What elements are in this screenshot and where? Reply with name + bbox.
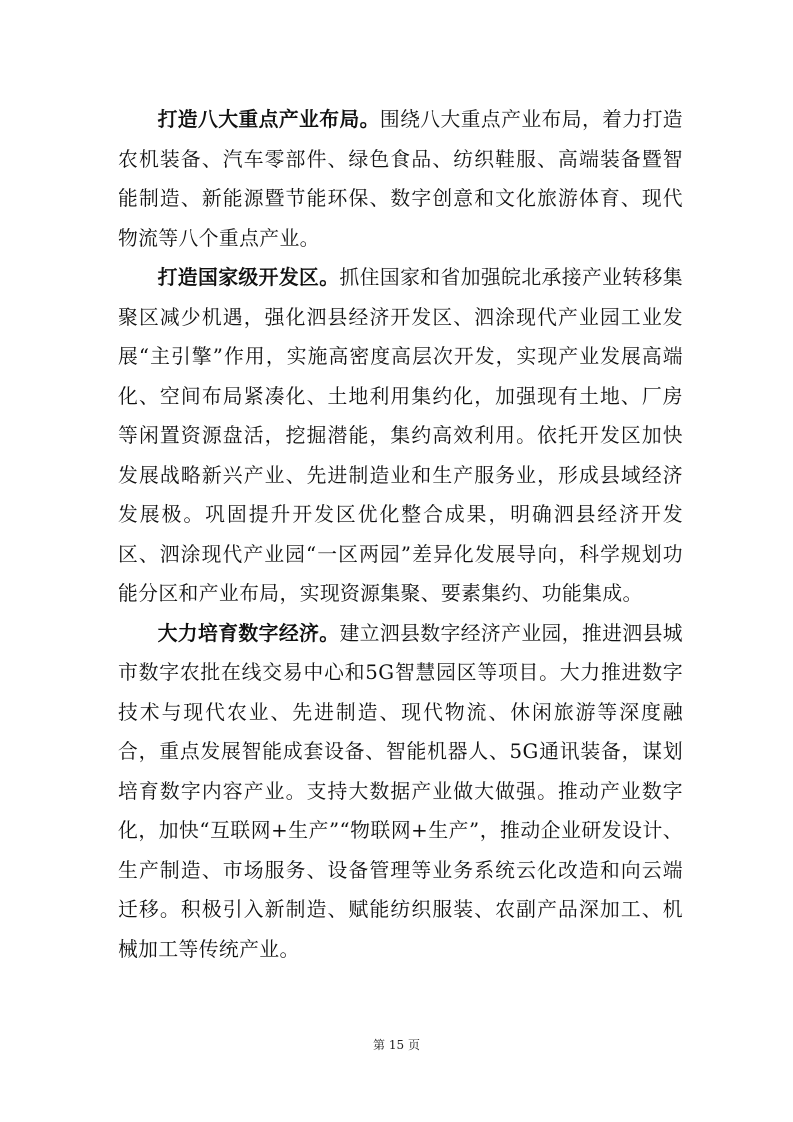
paragraph-national-development-zone: [118, 258, 683, 614]
paragraph-heading: 打造八大重点产业布局。: [157, 108, 380, 131]
paragraph-text: 建立泗县数字经济产业园，推进泗县城市数字农批在线交易中心和5G智慧园区等项目。大力推进数字技术与现代农业、先进制造、现代物流、休闲旅游等深度融合，重点发展智能成套设备、智能机器人、5G通讯装备，谋划培育数字内容产业。支持大数据产业做大做强。推动产业数字化，加快“互联网+生产”“物联网+生产”，推动企业研发设计、生产制造、市场服务、设备管理等业务系统云化改造和向云端迁移。积极引入新制造、赋能纺织服装、农副产品深加工、机械加工等传统产业。: [118, 621, 683, 961]
paragraph-digital-economy: [118, 614, 683, 970]
paragraph-industry-layout: [118, 100, 683, 258]
document-body: [118, 100, 683, 969]
paragraph-heading: 大力培育数字经济。: [157, 621, 340, 645]
paragraph-heading: 打造国家级开发区。: [157, 266, 340, 289]
paragraph-text: 围绕八大重点产业布局，着力打造农机装备、汽车零部件、绿色食品、纺织鞋服、高端装备暨智能制造、新能源暨节能环保、数字创意和文化旅游体育、现代物流等八个重点产业。: [118, 108, 683, 250]
page-number: 第 15 页: [373, 1038, 420, 1052]
paragraph-text: 抓住国家和省加强皖北承接产业转移集聚区减少机遇，强化泗县经济开发区、泗涂现代产业园工业发展“主引擎”作用，实施高密度高层次开发，实现产业发展高端化、空间布局紧凑化、土地利用集约化，加强现有土地、厂房等闲置资源盘活，挖掘潜能，集约高效利用。依托开发区加快发展战略新兴产业、先进制造业和生产服务业，形成县域经济发展极。巩固提升开发区优化整合成果，明确泗县经济开发区、泗涂现代产业园“一区两园”差异化发展导向，科学规划功能分区和产业布局，实现资源集聚、要素集约、功能集成。: [118, 266, 683, 605]
